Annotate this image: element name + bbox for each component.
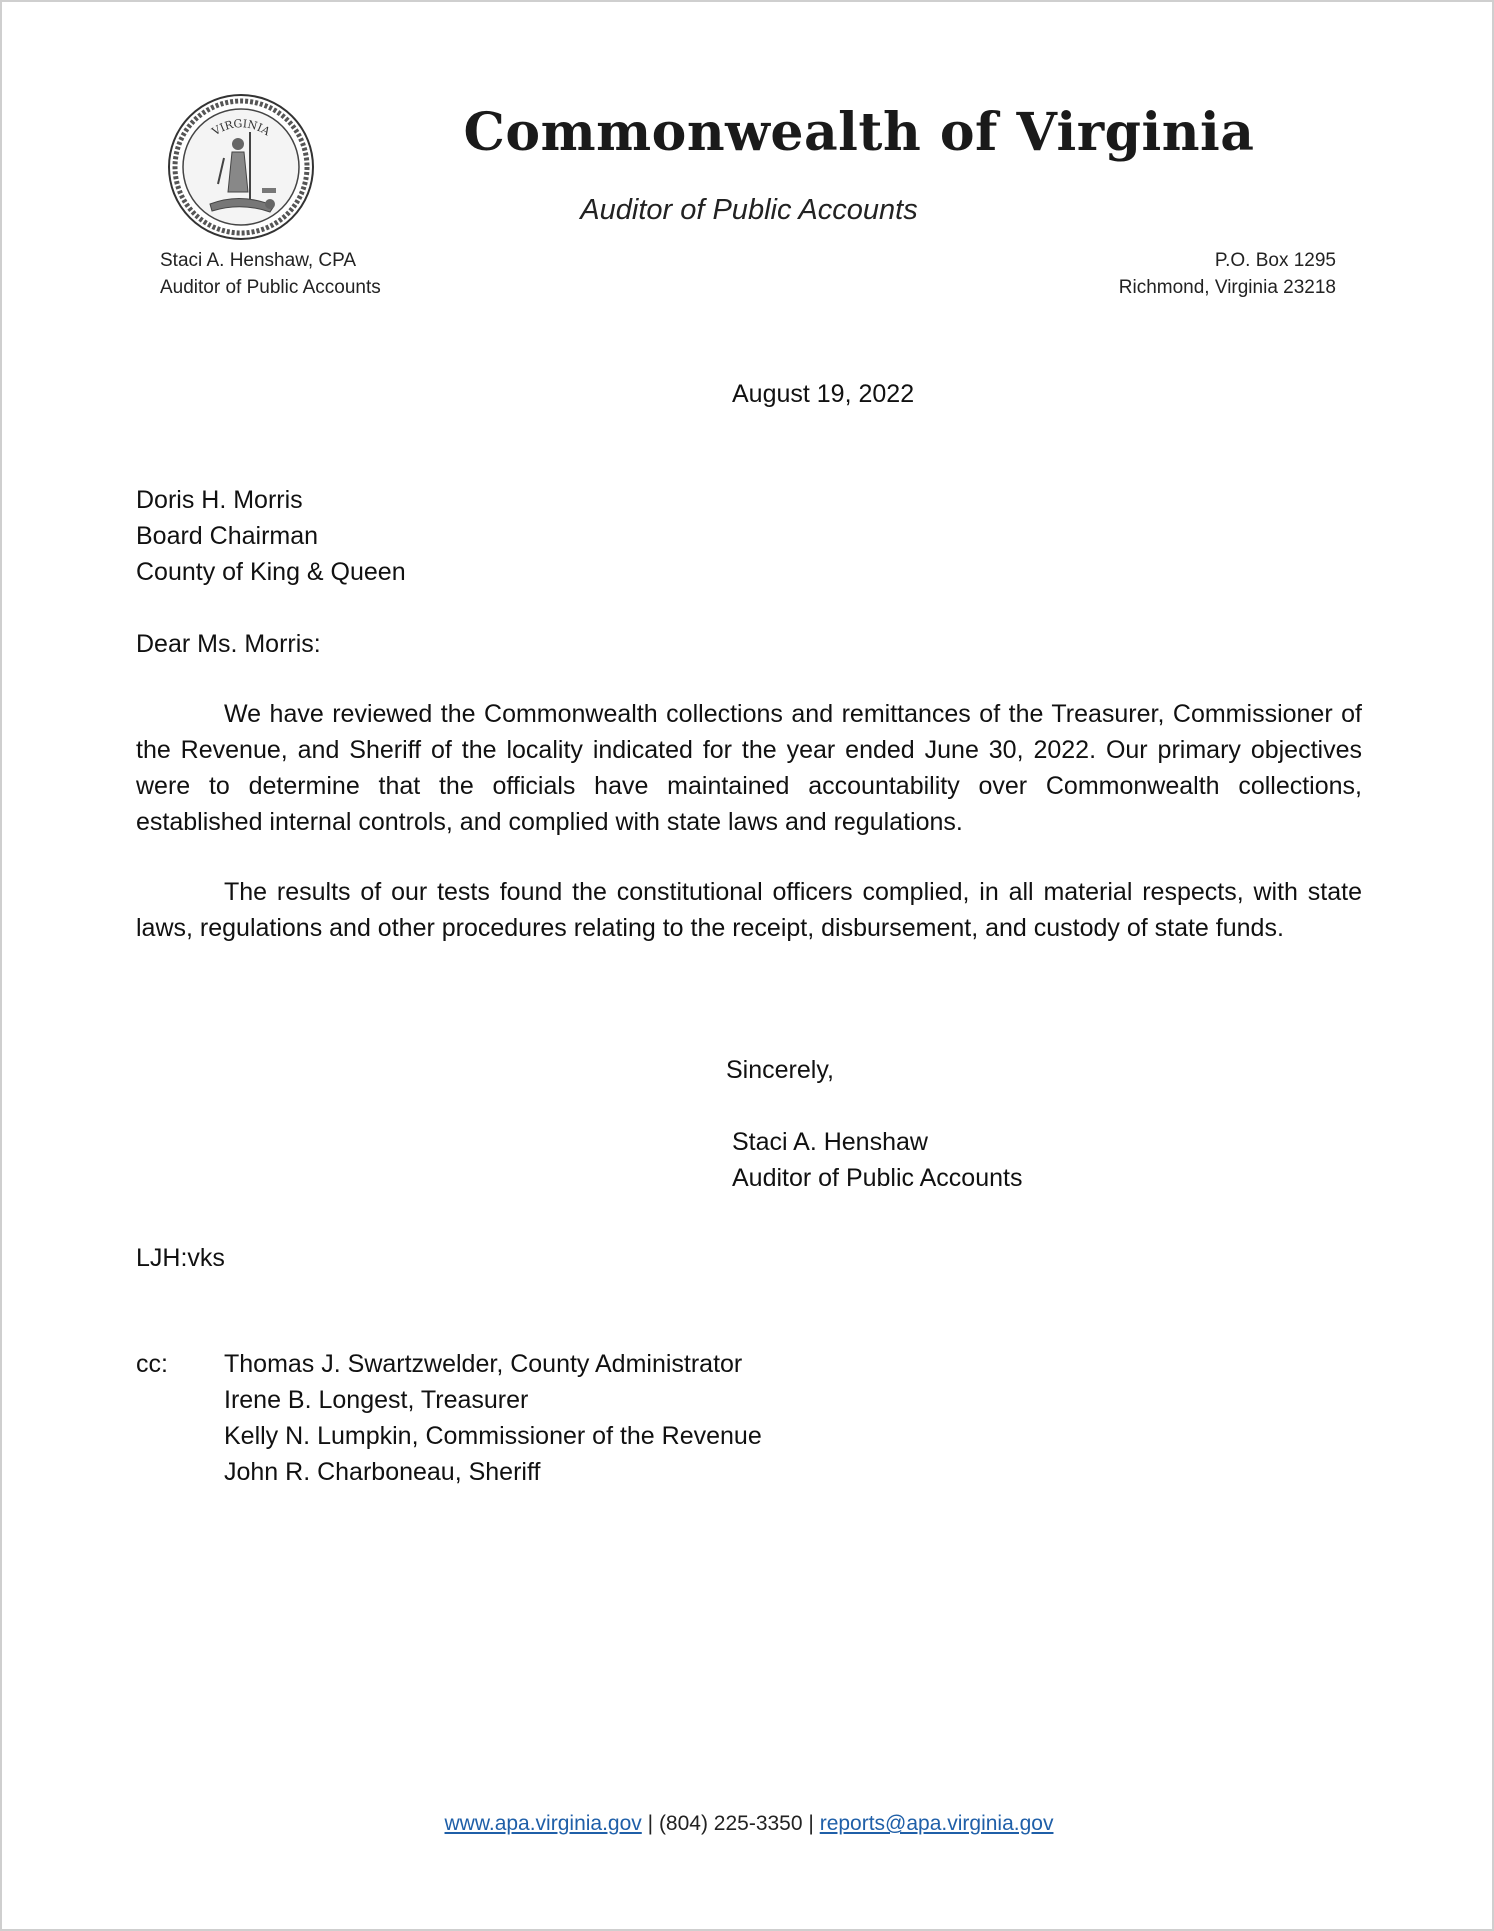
body-paragraph-2: [136, 874, 1362, 946]
letterhead-auditor-name: Staci A. Henshaw, CPA: [160, 250, 357, 271]
letterhead-po-box: P.O. Box 1295: [1214, 250, 1336, 271]
website-link[interactable]: www.apa.virginia.gov: [444, 1812, 642, 1835]
typist-initials: LJH:vks: [136, 1244, 225, 1272]
signer-name: Staci A. Henshaw: [732, 1128, 928, 1156]
body-paragraph-1-text: We have reviewed the Commonwealth collections and remittances of the Treasurer, Commissioner of the Revenue, and Sheriff of the locality indicated for the year ended June 30, 2022. Our primary objectives were to determine that the officials have maintained accountability over Commonwealth collections, established internal controls, and complied with state laws and regulations.: [136, 700, 1362, 836]
org-subtitle-text: Auditor of Public Accounts: [580, 194, 918, 226]
body-paragraph-1: [136, 696, 1362, 840]
cc-label: cc:: [136, 1350, 168, 1378]
closing: Sincerely,: [726, 1056, 834, 1084]
cc-item: Kelly N. Lumpkin, Commissioner of the Revenue: [224, 1422, 762, 1450]
recipient-block: [136, 482, 406, 590]
signature-block: [732, 1124, 1022, 1196]
email-link[interactable]: reports@apa.virginia.gov: [819, 1812, 1054, 1835]
footer-phone: (804) 225-3350: [658, 1812, 803, 1835]
recipient-name: Doris H. Morris: [136, 486, 303, 514]
footer-separator: |: [647, 1812, 654, 1835]
recipient-organization: County of King & Queen: [136, 558, 406, 586]
org-subtitle: [2, 194, 1494, 227]
footer: [2, 1812, 1494, 1836]
letterhead-auditor-title: Auditor of Public Accounts: [160, 277, 381, 298]
salutation: Dear Ms. Morris:: [136, 630, 321, 658]
footer-separator: |: [808, 1812, 814, 1835]
cc-item: Thomas J. Swartzwelder, County Administrator: [224, 1350, 743, 1378]
letterhead-city: Richmond, Virginia 23218: [1118, 277, 1336, 298]
recipient-title: Board Chairman: [136, 522, 319, 550]
cc-item: John R. Charboneau, Sheriff: [224, 1458, 541, 1486]
letter-date: August 19, 2022: [732, 380, 915, 408]
org-title: Commonwealth of Virginia: [463, 102, 1255, 163]
cc-item: Irene B. Longest, Treasurer: [224, 1386, 529, 1414]
signer-title: Auditor of Public Accounts: [732, 1164, 1023, 1192]
svg-text:VIRGINIA: VIRGINIA: [209, 117, 273, 139]
body-paragraph-2-text: The results of our tests found the constitutional officers complied, in all material respects, with state laws, regulations and other procedures relating to the receipt, disbursement, and custody of state funds.: [136, 878, 1362, 942]
cc-list: [224, 1346, 762, 1490]
